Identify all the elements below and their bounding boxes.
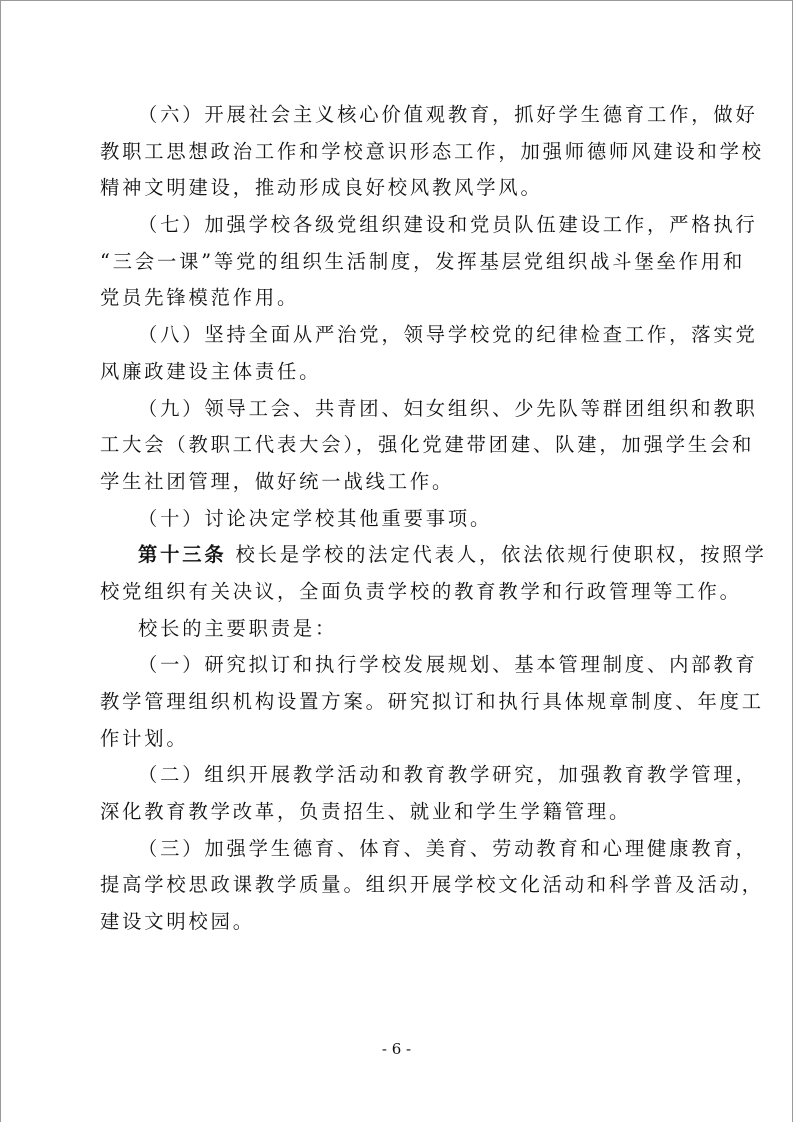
page-number: - 6 - — [381, 1040, 412, 1058]
text-line: 党员先锋模范作用。 — [100, 286, 300, 310]
article-heading-line: 第十三条 校长是学校的法定代表人，依法依规行使职权，按照学 — [138, 543, 767, 567]
text-line: 校党组织有关决议，全面负责学校的教育教学和行政管理等工作。 — [100, 579, 742, 603]
page-border-top — [0, 0, 793, 1]
text-line: 作计划。 — [100, 726, 189, 750]
text-line: 教职工思想政治工作和学校意识形态工作，加强师德师风建设和学校 — [100, 139, 764, 163]
text-line: 风廉政建设主体责任。 — [100, 359, 322, 383]
document-body — [100, 97, 767, 941]
text-line: （十）讨论决定学校其他重要事项。 — [138, 506, 493, 530]
page-border-left — [0, 0, 1, 1122]
text-line: （三）加强学生德育、体育、美育、劳动教育和心理健康教育， — [138, 836, 758, 860]
text-line: 提高学校思政课教学质量。组织开展学校文化活动和科学普及活动， — [100, 873, 764, 897]
text-line: 学生社团管理，做好统一战线工作。 — [100, 469, 455, 493]
text-line: 工大会（教职工代表大会），强化党建带团建、队建，加强学生会和 — [100, 433, 755, 457]
text-line: 教学管理组织机构设置方案。研究拟订和执行具体规章制度、年度工 — [100, 690, 764, 713]
text-line: （一）研究拟订和执行学校发展规划、基本管理制度、内部教育 — [138, 653, 758, 677]
text-line: 深化教育教学改革，负责招生、就业和学生学籍管理。 — [100, 800, 632, 824]
text-line: （九）领导工会、共青团、妇女组织、少先队等群团组织和教职 — [138, 396, 758, 420]
text-line: 校长的主要职责是： — [138, 616, 338, 640]
text-line: 建设文明校园。 — [100, 910, 255, 934]
article-number: 第十三条 — [138, 543, 227, 567]
text-line: （六）开展社会主义核心价值观教育，抓好学生德育工作，做好 — [138, 103, 758, 126]
text-line: （八）坚持全面从严治党，领导学校党的纪律检查工作，落实党 — [138, 323, 758, 347]
text-line: （七）加强学校各级党组织建设和党员队伍建设工作，严格执行 — [138, 213, 758, 237]
text-line: “三会一课”等党的组织生活制度，发挥基层党组织战斗堡垒作用和 — [100, 249, 746, 273]
text-line: （二）组织开展教学活动和教育教学研究，加强教育教学管理， — [138, 763, 758, 787]
text-line: 精神文明建设，推动形成良好校风教风学风。 — [100, 176, 543, 200]
